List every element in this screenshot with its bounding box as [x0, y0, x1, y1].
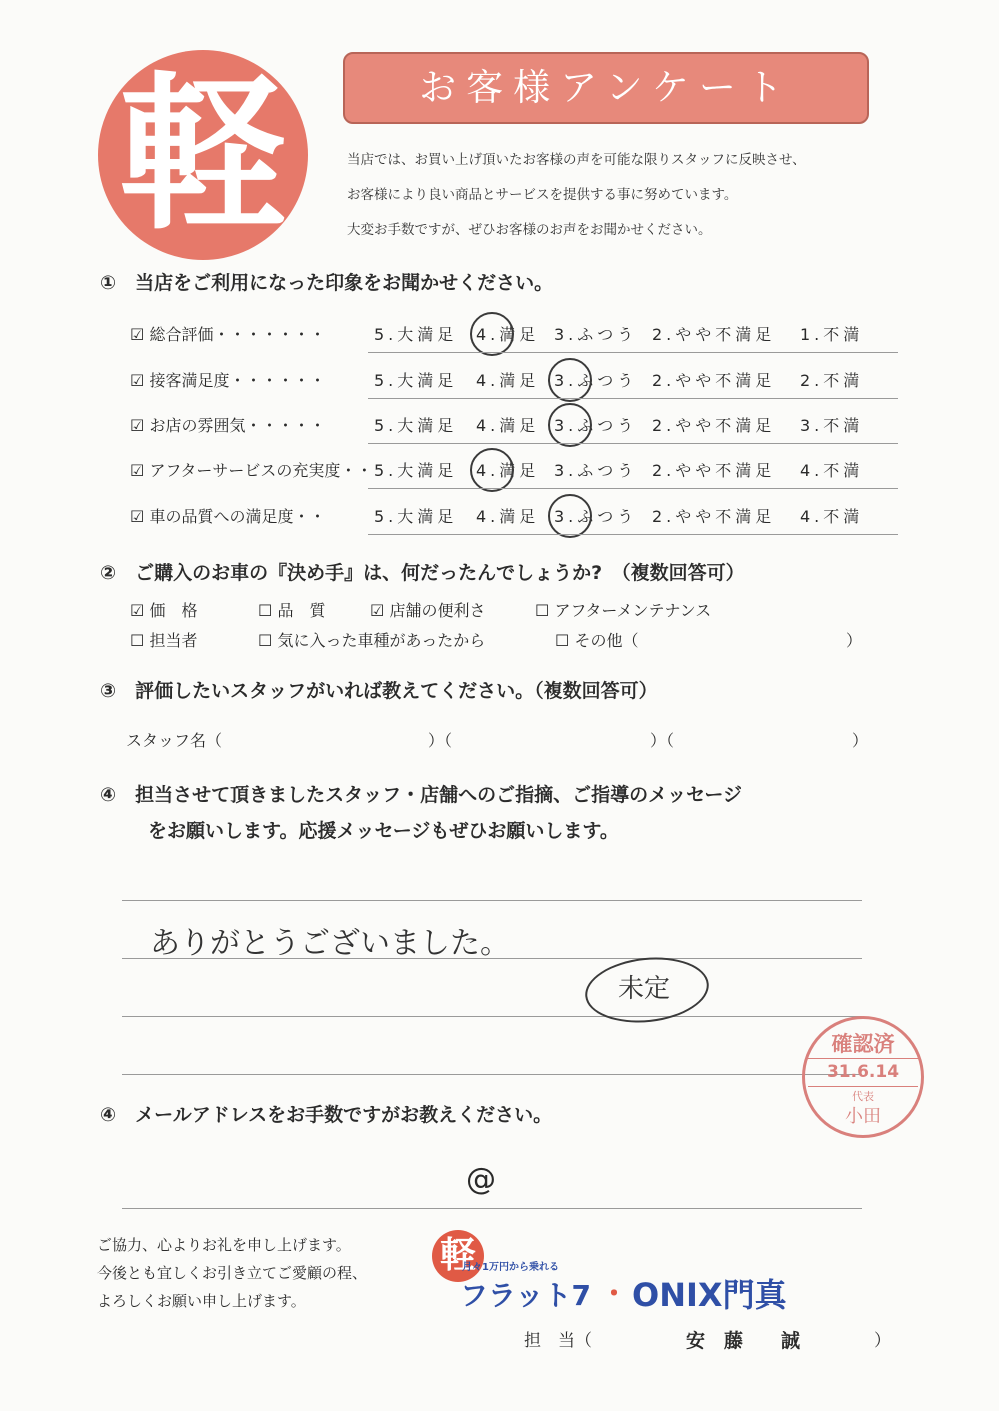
brand-tagline: 月々1万円から乗れる — [462, 1262, 559, 1273]
staff-close-3: ） — [852, 731, 869, 750]
intro-line-3: 大変お手数ですが、ぜひお客様のお声をお聞かせください。 — [347, 222, 712, 238]
q1-row-rule — [368, 352, 898, 353]
q1-rating-option[interactable]: 5.大満足 — [374, 371, 458, 390]
q1-rating-option[interactable]: 5.大満足 — [374, 507, 458, 526]
q1-row-rule — [368, 398, 898, 399]
q1-rating-option[interactable]: 2.やや不満足 — [652, 325, 776, 344]
q4-heading-line-2: をお願いします。応援メッセージもぜひお願いします。 — [148, 820, 619, 842]
stamp-small: 代表 — [852, 1090, 874, 1103]
q1-rating-option[interactable]: 4.不満 — [800, 461, 864, 480]
q1-row-rule — [368, 534, 898, 535]
q1-selected-circle — [548, 358, 592, 402]
q1-row-rule — [368, 488, 898, 489]
q1-rating-option[interactable]: 2.やや不満足 — [652, 507, 776, 526]
q1-rating-option[interactable]: 2.やや不満足 — [652, 371, 776, 390]
q1-row-label[interactable]: ☑ アフターサービスの充実度・・ — [130, 461, 373, 480]
q1-selected-circle — [548, 403, 592, 447]
brand-flat7: フラット7 — [460, 1279, 591, 1312]
q1-rating-option[interactable]: 5.大満足 — [374, 416, 458, 435]
stamp-name: 小田 — [845, 1106, 881, 1127]
stamp-date: 31.6.14 — [826, 1062, 900, 1082]
staff-close-2: ）（ — [650, 731, 675, 750]
q1-rating-option[interactable]: 4.満足 — [476, 416, 540, 435]
q1-rating-option[interactable]: 3.ふつう — [554, 461, 638, 480]
check-icon: ☑ — [370, 601, 385, 620]
q1-rating-option[interactable]: 3.ふつう — [554, 325, 638, 344]
staff-in-charge-label: 担 当（ — [524, 1331, 592, 1351]
check-icon: ☑ — [130, 601, 145, 620]
stamp-rule-1 — [808, 1058, 918, 1059]
check-icon: ☑ — [130, 461, 150, 480]
q1-rating-option[interactable]: 2.やや不満足 — [652, 416, 776, 435]
q1-rating-option[interactable]: 4.満足 — [476, 461, 540, 480]
q1-rating-option[interactable]: 3.ふつう — [554, 416, 638, 435]
q2-checkbox-quality[interactable]: ☐ 品 質 — [258, 601, 326, 620]
q1-rating-option[interactable]: 2.やや不満足 — [652, 461, 776, 480]
check-icon: ☑ — [130, 416, 150, 435]
q2-checkbox-maintenance[interactable]: ☐ アフターメンテナンス — [535, 601, 712, 620]
footer-line-2: 今後とも宜しくお引き立てご愛顧の程、 — [97, 1264, 368, 1282]
q1-rating-option[interactable]: 5.大満足 — [374, 325, 458, 344]
q2-checkbox-other[interactable]: ☐ その他（ — [555, 631, 639, 650]
q2-checkbox-price[interactable]: ☑ 価 格 — [130, 601, 198, 620]
q1-rating-option[interactable]: 3.ふつう — [554, 371, 638, 390]
q1-rating-option[interactable]: 3.ふつう — [554, 507, 638, 526]
footer-line-1: ご協力、心よりお礼を申し上げます。 — [97, 1236, 351, 1254]
handwritten-message: ありがとうございました。 — [150, 926, 510, 961]
q2-other-close: ） — [846, 631, 863, 650]
staff-in-charge-close: ） — [874, 1331, 891, 1351]
box-icon: ☐ — [555, 631, 570, 650]
staff-in-charge-name: 安 藤 誠 — [686, 1330, 801, 1352]
brand-logo-glyph: 軽 — [439, 1235, 476, 1276]
check-icon: ☑ — [130, 325, 150, 344]
q2-checkbox-convenience[interactable]: ☑ 店舗の便利さ — [370, 601, 486, 620]
stamp-rule-2 — [808, 1086, 918, 1087]
intro-line-1: 当店では、お買い上げ頂いたお客様の声を可能な限りスタッフに反映させ、 — [347, 152, 806, 168]
q1-rating-option[interactable]: 4.満足 — [476, 325, 540, 344]
q1-row-label[interactable]: ☑ お店の雰囲気・・・・・ — [130, 416, 326, 435]
q1-rating-option[interactable]: 5.大満足 — [374, 461, 458, 480]
q1-selected-circle — [470, 448, 514, 492]
q5-heading: ④ メールアドレスをお手数ですがお教えください。 — [100, 1104, 553, 1126]
q1-rating-option[interactable]: 2.不満 — [800, 371, 864, 390]
staff-close-1: ）（ — [428, 731, 453, 750]
kei-logo-glyph: 軽 — [119, 57, 287, 253]
q1-rating-option[interactable]: 1.不満 — [800, 325, 864, 344]
email-at-sign: @ — [466, 1162, 496, 1197]
footer-line-3: よろしくお願い申し上げます。 — [97, 1292, 306, 1310]
brand-onix-kadoma: ONIX門真 — [632, 1276, 787, 1314]
q4-heading-line-1: ④ 担当させて頂きましたスタッフ・店舗へのご指摘、ご指導のメッセージ — [100, 784, 742, 806]
q1-row-rule — [368, 443, 898, 444]
q1-rating-option[interactable]: 4.満足 — [476, 507, 540, 526]
q1-selected-circle — [548, 494, 592, 538]
q1-row-label[interactable]: ☑ 接客満足度・・・・・・ — [130, 371, 326, 390]
check-icon: ☑ — [130, 507, 150, 526]
check-icon: ☑ — [130, 371, 150, 390]
q1-rating-option[interactable]: 3.不満 — [800, 416, 864, 435]
intro-line-2: お客様により良い商品とサービスを提供する事に努めています。 — [347, 187, 738, 203]
brand-dot: ・ — [600, 1277, 629, 1310]
q2-checkbox-car-model[interactable]: ☐ 気に入った車種があったから — [258, 631, 486, 650]
q1-rating-option[interactable]: 4.満足 — [476, 371, 540, 390]
message-rule-4 — [122, 1074, 862, 1075]
staff-label: スタッフ名（ — [126, 731, 223, 750]
box-icon: ☐ — [535, 601, 550, 620]
q2-checkbox-staff[interactable]: ☐ 担当者 — [130, 631, 198, 650]
q1-heading: ① 当店をご利用になった印象をお聞かせください。 — [100, 272, 554, 294]
stamp-top: 確認済 — [831, 1032, 895, 1056]
q1-row-label[interactable]: ☑ 総合評価・・・・・・・ — [130, 325, 326, 344]
box-icon: ☐ — [258, 631, 273, 650]
q1-rating-option[interactable]: 4.不満 — [800, 507, 864, 526]
q1-selected-circle — [470, 312, 514, 356]
page-title: お客様アンケート — [419, 66, 793, 109]
handwritten-signature: 未定 — [618, 974, 671, 1004]
box-icon: ☐ — [258, 601, 273, 620]
box-icon: ☐ — [130, 631, 145, 650]
message-rule-3 — [122, 1016, 862, 1017]
q2-heading: ② ご購入のお車の『決め手』は、何だったんでしょうか? （複数回答可） — [100, 562, 745, 584]
q1-row-label[interactable]: ☑ 車の品質への満足度・・ — [130, 507, 326, 526]
q3-heading: ③ 評価したいスタッフがいれば教えてください。（複数回答可） — [100, 680, 658, 702]
message-rule-1 — [122, 900, 862, 901]
email-rule — [122, 1208, 862, 1209]
